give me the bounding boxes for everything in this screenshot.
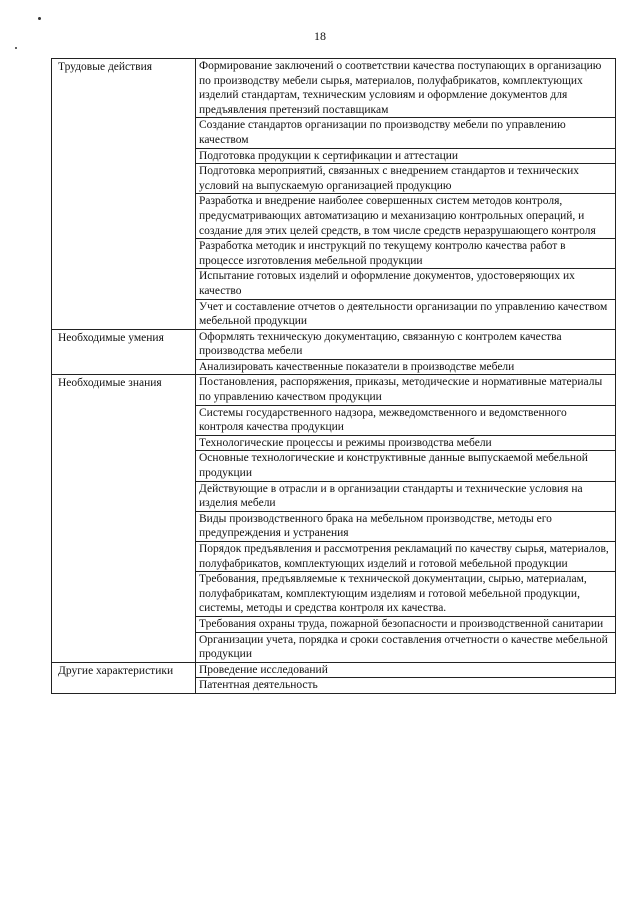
item-cell: Постановления, распоряжения, приказы, методические и нормативные материалы по управлению качеством продукции — [196, 375, 616, 405]
item-cell: Действующие в отрасли и в организации стандарты и технические условия на изделия мебели — [196, 481, 616, 511]
item-cell: Патентная деятельность — [196, 678, 616, 694]
item-cell: Основные технологические и конструктивные данные выпускаемой мебельной продукции — [196, 451, 616, 481]
item-cell: Учет и составление отчетов о деятельности организации по управлению качеством мебельной продукции — [196, 299, 616, 329]
item-cell: Создание стандартов организации по производству мебели по управлению качеством — [196, 118, 616, 148]
item-cell: Разработка методик и инструкций по текущему контролю качества работ в процессе изготовления мебельной продукции — [196, 239, 616, 269]
item-cell: Подготовка мероприятий, связанных с внедрением стандартов и технических условий на выпускаемую организацией продукцию — [196, 164, 616, 194]
item-cell: Проведение исследований — [196, 662, 616, 678]
item-cell: Виды производственного брака на мебельном производстве, методы его предупреждения и устранения — [196, 511, 616, 541]
item-cell: Разработка и внедрение наиболее совершенных систем методов контроля, предусматривающих автоматизацию и механизацию контрольных операций, и создание для этих целей средств, в том числе средств неразрушающего контроля — [196, 194, 616, 239]
scan-speck — [38, 17, 41, 20]
item-cell: Системы государственного надзора, межведомственного и ведомственного контроля качества продукции — [196, 405, 616, 435]
table-row — [52, 375, 616, 405]
category-cell: Необходимые умения — [52, 329, 196, 375]
scan-speck — [15, 47, 17, 49]
requirements-table — [51, 58, 616, 694]
item-cell: Формирование заключений о соответствии качества поступающих в организацию по производству мебели сырья, материалов, полуфабрикатов, комплектующих изделий стандартам, техническим условиям и оформление документов для предъявления претензий поставщикам — [196, 59, 616, 118]
item-cell: Оформлять техническую документацию, связанную с контролем качества производства мебели — [196, 329, 616, 359]
table-row — [52, 662, 616, 678]
category-cell: Необходимые знания — [52, 375, 196, 662]
item-cell: Организации учета, порядка и сроки составления отчетности о качестве мебельной продукции — [196, 632, 616, 662]
item-cell: Требования, предъявляемые к технической документации, сырью, материалам, полуфабрикатам, комплектующим изделиям и готовой мебельной продукции, системы, методы и средства контроля их качества. — [196, 572, 616, 617]
item-cell: Порядок предъявления и рассмотрения рекламаций по качеству сырья, материалов, полуфабрикатов, комплектующих изделий и готовой мебельной продукции — [196, 542, 616, 572]
category-cell: Другие характеристики — [52, 662, 196, 693]
table-row — [52, 59, 616, 118]
table-row — [52, 329, 616, 359]
page-number: 18 — [314, 29, 326, 43]
item-cell: Подготовка продукции к сертификации и аттестации — [196, 148, 616, 164]
item-cell: Анализировать качественные показатели в производстве мебели — [196, 359, 616, 375]
item-cell: Технологические процессы и режимы производства мебели — [196, 435, 616, 451]
item-cell: Испытание готовых изделий и оформление документов, удостоверяющих их качество — [196, 269, 616, 299]
category-cell: Трудовые действия — [52, 59, 196, 330]
item-cell: Требования охраны труда, пожарной безопасности и производственной санитарии — [196, 616, 616, 632]
table-body — [52, 59, 616, 694]
